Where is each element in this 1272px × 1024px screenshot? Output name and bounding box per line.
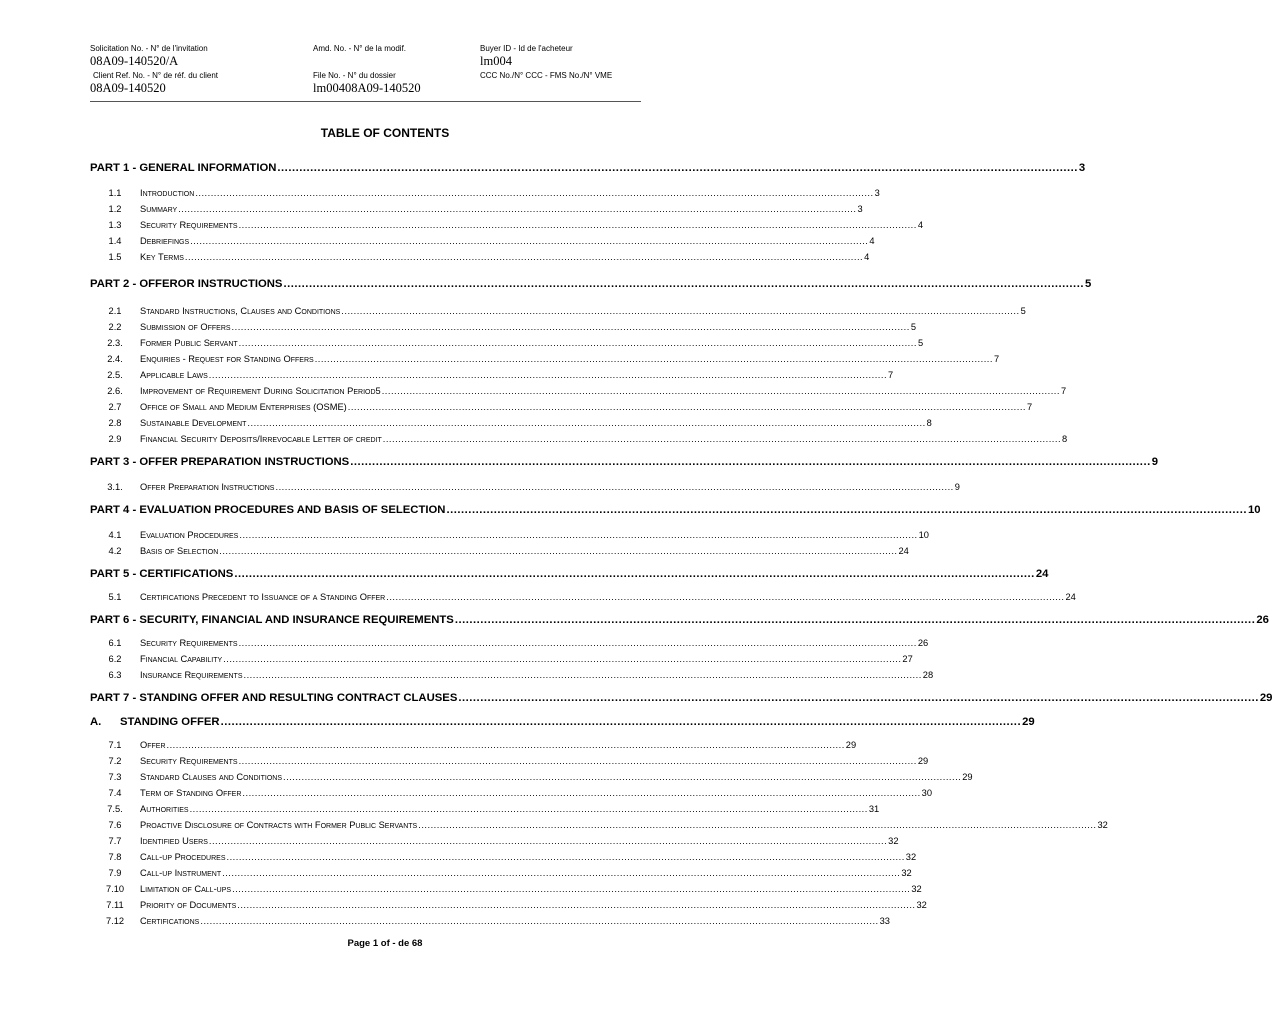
toc-item-entry[interactable]	[90, 306, 1026, 316]
toc-item-entry[interactable]	[90, 592, 1076, 602]
toc-entry-title: PART 1 - GENERAL INFORMATION	[90, 162, 277, 174]
toc-leader-dots: ............................................................................................................................................................................................................................	[231, 322, 910, 332]
toc-entry-title: Priority of Documents	[140, 900, 237, 910]
ccc-fms-number	[480, 81, 640, 95]
toc-leader-dots: ............................................................................................................................................................................................................................	[195, 188, 874, 198]
toc-entry-title: Insurance Requirements	[140, 670, 243, 680]
toc-entry-title: Basis of Selection	[140, 546, 219, 556]
toc-leader-dots: ............................................................................................................................................................................................................................	[237, 900, 916, 910]
toc-page-number: 32	[911, 884, 922, 894]
toc-leader-dots: ............................................................................................................................................................................................................................	[347, 402, 1027, 412]
toc-item-entry[interactable]	[90, 482, 960, 492]
solicitation-number: 08A09-140520/A	[90, 54, 179, 68]
toc-page-number: 10	[918, 530, 929, 540]
toc-leader-dots: ............................................................................................................................................................................................................................	[200, 916, 879, 926]
toc-entry-number: 6.1	[108, 638, 122, 648]
document-header	[90, 44, 640, 98]
toc-entry-number: 7.2	[108, 756, 122, 766]
toc-entry-title: Sustainable Development	[140, 418, 247, 428]
toc-entry-title: Financial Capability	[140, 654, 223, 664]
toc-entry-title: Offer	[140, 740, 166, 750]
toc-item-entry[interactable]	[90, 852, 917, 862]
toc-entry-number: 5.1	[108, 592, 122, 602]
toc-page-number: 9	[954, 482, 960, 492]
toc-entry-title: Certifications	[140, 916, 200, 926]
toc-leader-dots: ............................................................................................................................................................................................................................	[247, 418, 926, 428]
toc-entry-number: 2.7	[108, 402, 122, 412]
toc-entry-number: 1.5	[108, 252, 122, 262]
toc-part-entry[interactable]	[90, 278, 1092, 290]
toc-leader-dots: ............................................................................................................................................................................................................................	[238, 338, 917, 348]
toc-entry-title: Improvement of Requirement During Solicitation Period5	[140, 386, 381, 396]
toc-item-entry[interactable]	[90, 900, 927, 910]
toc-leader-dots: ............................................................................................................................................................................................................................	[458, 692, 1259, 704]
toc-page-number: 33	[879, 916, 890, 926]
toc-leader-dots: ............................................................................................................................................................................................................................	[166, 740, 845, 750]
toc-page-number: 7	[888, 370, 894, 380]
toc-entry-title: Call-up Instrument	[140, 868, 222, 878]
toc-part-entry[interactable]	[90, 162, 1086, 174]
toc-entry-number: 4.2	[108, 546, 122, 556]
toc-entry-title: Security Requirements	[140, 638, 238, 648]
toc-item-entry[interactable]	[90, 772, 973, 782]
toc-item-entry[interactable]	[90, 756, 929, 766]
toc-item-entry[interactable]	[90, 740, 857, 750]
toc-leader-dots: ............................................................................................................................................................................................................................	[283, 278, 1084, 290]
toc-page-number: 24	[1065, 592, 1076, 602]
toc-part-entry[interactable]	[90, 692, 1272, 704]
toc-leader-dots: ............................................................................................................................................................................................................................	[418, 820, 1097, 830]
toc-page-number: 29	[1259, 692, 1272, 704]
toc-entry-title: Former Public Servant	[140, 338, 238, 348]
amendment-label: Amd. No. - N° de la modif.	[313, 44, 407, 53]
toc-entry-number: A.	[90, 716, 102, 728]
page-footer: Page 1 of - de 68	[347, 938, 423, 949]
toc-page-number: 24	[898, 546, 909, 556]
toc-leader-dots: ............................................................................................................................................................................................................................	[226, 852, 905, 862]
toc-item-entry[interactable]	[90, 220, 923, 230]
toc-leader-dots: ............................................................................................................................................................................................................................	[454, 614, 1256, 626]
toc-page-number: 32	[905, 852, 917, 862]
toc-entry-title: Term of Standing Offer	[140, 788, 242, 798]
toc-page-number: 29	[962, 772, 973, 782]
toc-leader-dots: ............................................................................................................................................................................................................................	[446, 504, 1247, 516]
toc-item-entry[interactable]	[90, 670, 934, 680]
toc-item-entry[interactable]	[90, 204, 863, 214]
toc-page-number: 29	[917, 756, 929, 766]
toc-entry-title: Offer Preparation Instructions	[140, 482, 275, 492]
solicitation-label: Solicitation No. - N° de l'invitation	[90, 44, 208, 53]
toc-leader-dots: ............................................................................................................................................................................................................................	[222, 868, 901, 878]
toc-entry-title: Applicable Laws	[140, 370, 208, 380]
toc-entry-number: 6.3	[108, 670, 122, 680]
toc-item-entry[interactable]	[90, 188, 880, 198]
toc-entry-title: Standard Instructions, Clauses and Conditions	[140, 306, 341, 316]
toc-entry-number: 6.2	[108, 654, 122, 664]
toc-entry-number: 2.6.	[107, 386, 123, 396]
toc-item-entry[interactable]	[90, 820, 1108, 830]
toc-leader-dots: ............................................................................................................................................................................................................................	[242, 788, 921, 798]
toc-page-number: 4	[917, 220, 923, 230]
toc-page-number: 7	[1027, 402, 1033, 412]
toc-entry-number: 2.3.	[107, 338, 123, 348]
toc-leader-dots: ............................................................................................................................................................................................................................	[275, 482, 954, 492]
toc-item-entry[interactable]	[90, 322, 916, 332]
toc-entry-number: 2.5.	[107, 370, 123, 380]
toc-item-entry[interactable]	[90, 354, 1000, 364]
toc-entry-number: 7.5.	[107, 804, 123, 814]
toc-leader-dots: ............................................................................................................................................................................................................................	[178, 204, 857, 214]
toc-entry-title: Security Requirements	[140, 220, 238, 230]
toc-page-number: 26	[917, 638, 929, 648]
toc-item-entry[interactable]	[90, 638, 929, 648]
toc-entry-number: 7.7	[108, 836, 122, 846]
toc-leader-dots: ............................................................................................................................................................................................................................	[234, 568, 1035, 580]
toc-entry-title: Proactive Disclosure of Contracts with Former Public Servants	[140, 820, 418, 830]
toc-page-number: 32	[888, 836, 899, 846]
toc-item-entry[interactable]	[90, 236, 875, 246]
toc-title: TABLE OF CONTENTS	[320, 126, 450, 140]
toc-leader-dots: ............................................................................................................................................................................................................................	[220, 716, 1022, 728]
toc-leader-dots: ............................................................................................................................................................................................................................	[208, 370, 888, 380]
toc-entry-number: 7.10	[105, 884, 125, 894]
toc-entry-title: Office of Small and Medium Enterprises (OSME)	[140, 402, 347, 412]
toc-page-number: 5	[1020, 306, 1026, 316]
toc-page-number: 9	[1151, 456, 1159, 468]
toc-entry-number: 7.4	[108, 788, 122, 798]
toc-entry-title: PART 5 - CERTIFICATIONS	[90, 568, 234, 580]
toc-leader-dots: ............................................................................................................................................................................................................................	[232, 884, 911, 894]
toc-entry-number: 1.4	[108, 236, 122, 246]
toc-item-entry[interactable]	[90, 804, 880, 814]
toc-leader-dots: ............................................................................................................................................................................................................................	[238, 220, 917, 230]
toc-entry-title: Evaluation Procedures	[140, 530, 239, 540]
buyer-id-label: Buyer ID - Id de l'acheteur	[480, 44, 573, 53]
client-ref-number: 08A09-140520	[90, 81, 166, 95]
toc-page-number: 29	[845, 740, 857, 750]
toc-entry-number: 1.3	[108, 220, 122, 230]
toc-entry-title: Submission of Offers	[140, 322, 231, 332]
toc-entry-number: 1.1	[108, 188, 122, 198]
toc-entry-number: 2.4.	[107, 354, 123, 364]
toc-entry-number: 2.9	[108, 434, 122, 444]
toc-leader-dots: ............................................................................................................................................................................................................................	[219, 546, 898, 556]
toc-page-number: 32	[916, 900, 927, 910]
toc-item-entry[interactable]	[90, 418, 932, 428]
toc-item-entry[interactable]	[90, 252, 870, 262]
toc-leader-dots: ............................................................................................................................................................................................................................	[243, 670, 922, 680]
toc-entry-number: 2.2	[108, 322, 122, 332]
toc-leader-dots: ............................................................................................................................................................................................................................	[382, 434, 1062, 444]
toc-entry-title: PART 7 - STANDING OFFER AND RESULTING CONTRACT CLAUSES	[90, 692, 458, 704]
file-number: lm00408A09-140520	[313, 81, 421, 95]
toc-page-number: 24	[1035, 568, 1049, 580]
toc-entry-title: Standard Clauses and Conditions	[140, 772, 282, 782]
toc-page-number: 29	[1022, 716, 1035, 728]
toc-item-entry[interactable]	[90, 654, 913, 664]
toc-page-number: 27	[902, 654, 913, 664]
toc-page-number: 8	[1062, 434, 1068, 444]
toc-page-number: 26	[1256, 614, 1269, 626]
toc-entry-title: PART 3 - OFFER PREPARATION INSTRUCTIONS	[90, 456, 350, 468]
toc-entry-title: Enquiries - Request for Standing Offers	[140, 354, 314, 364]
toc-entry-number: 7.6	[108, 820, 122, 830]
toc-entry-title: Limitation of Call-ups	[140, 884, 232, 894]
toc-item-entry[interactable]	[90, 386, 1067, 396]
header-divider	[90, 101, 641, 102]
toc-leader-dots: ............................................................................................................................................................................................................................	[223, 654, 902, 664]
toc-entry-title: STANDING OFFER	[120, 716, 220, 728]
toc-page-number: 3	[857, 204, 863, 214]
toc-leader-dots: ............................................................................................................................................................................................................................	[238, 638, 917, 648]
toc-part-entry[interactable]	[90, 568, 1049, 580]
toc-leader-dots: ............................................................................................................................................................................................................................	[283, 772, 962, 782]
toc-leader-dots: ............................................................................................................................................................................................................................	[190, 236, 869, 246]
toc-section-entry[interactable]	[90, 716, 1035, 728]
toc-entry-title: Authorities	[140, 804, 189, 814]
toc-entry-number: 1.2	[108, 204, 122, 214]
toc-entry-title: Identified Users	[140, 836, 208, 846]
buyer-id: lm004	[480, 54, 512, 68]
amendment-number	[313, 54, 480, 68]
toc-entry-title: PART 2 - OFFEROR INSTRUCTIONS	[90, 278, 283, 290]
toc-entry-title: PART 6 - SECURITY, FINANCIAL AND INSURANCE REQUIREMENTS	[90, 614, 454, 626]
toc-leader-dots: ............................................................................................................................................................................................................................	[208, 836, 888, 846]
toc-entry-number: 7.3	[108, 772, 122, 782]
toc-entry-number: 3.1.	[107, 482, 123, 492]
toc-item-entry[interactable]	[90, 338, 924, 348]
toc-entry-number: 7.12	[105, 916, 125, 926]
toc-page-number: 30	[921, 788, 933, 798]
toc-leader-dots: ............................................................................................................................................................................................................................	[277, 162, 1078, 174]
toc-page-number: 32	[1097, 820, 1108, 830]
toc-leader-dots: ............................................................................................................................................................................................................................	[350, 456, 1151, 468]
toc-entry-number: 2.1	[108, 306, 122, 316]
toc-leader-dots: ............................................................................................................................................................................................................................	[381, 386, 1060, 396]
ccc-fms-label: CCC No./N° CCC - FMS No./N° VME	[480, 71, 613, 80]
toc-leader-dots: ............................................................................................................................................................................................................................	[386, 592, 1065, 602]
toc-entry-title: Certifications Precedent to Issuance of a Standing Offer	[140, 592, 386, 602]
toc-item-entry[interactable]	[90, 916, 890, 926]
toc-part-entry[interactable]	[90, 504, 1261, 516]
toc-page-number: 3	[874, 188, 880, 198]
toc-entry-number: 7.8	[108, 852, 122, 862]
toc-item-entry[interactable]	[90, 434, 1068, 444]
toc-page-number: 10	[1247, 504, 1261, 516]
toc-entry-title: Introduction	[140, 188, 195, 198]
toc-item-entry[interactable]	[90, 546, 909, 556]
toc-part-entry[interactable]	[90, 614, 1269, 626]
toc-part-entry[interactable]	[90, 456, 1159, 468]
toc-item-entry[interactable]	[90, 868, 912, 878]
client-ref-label: Client Ref. No. - N° de réf. du client	[93, 71, 219, 80]
toc-leader-dots: ............................................................................................................................................................................................................................	[239, 530, 918, 540]
toc-item-entry[interactable]	[90, 402, 1033, 412]
toc-page-number: 4	[864, 252, 870, 262]
toc-entry-title: Call-up Procedures	[140, 852, 226, 862]
toc-item-entry[interactable]	[90, 788, 933, 798]
toc-entry-title: Financial Security Deposits/Irrevocable Letter of credit	[140, 434, 382, 444]
toc-leader-dots: ............................................................................................................................................................................................................................	[189, 804, 868, 814]
toc-page-number: 5	[910, 322, 916, 332]
toc-page-number: 7	[1060, 386, 1067, 396]
toc-entry-title: Key Terms	[140, 252, 184, 262]
toc-item-entry[interactable]	[90, 370, 894, 380]
toc-page-number: 31	[868, 804, 880, 814]
toc-page-number: 32	[901, 868, 912, 878]
toc-item-entry[interactable]	[90, 530, 929, 540]
toc-entry-title: Debriefings	[140, 236, 190, 246]
toc-page-number: 7	[993, 354, 1000, 364]
toc-entry-title: Summary	[140, 204, 178, 214]
toc-page-number: 4	[869, 236, 875, 246]
toc-page-number: 5	[1084, 278, 1092, 290]
toc-page-number: 8	[926, 418, 932, 428]
toc-leader-dots: ............................................................................................................................................................................................................................	[314, 354, 993, 364]
file-number-label: File No. - N° du dossier	[313, 71, 396, 80]
toc-entry-number: 4.1	[108, 530, 122, 540]
toc-leader-dots: ............................................................................................................................................................................................................................	[238, 756, 917, 766]
toc-leader-dots: ............................................................................................................................................................................................................................	[341, 306, 1020, 316]
toc-entry-title: PART 4 - EVALUATION PROCEDURES AND BASIS OF SELECTION	[90, 504, 446, 516]
toc-entry-number: 7.11	[106, 900, 124, 910]
toc-entry-title: Security Requirements	[140, 756, 238, 766]
toc-leader-dots: ............................................................................................................................................................................................................................	[184, 252, 864, 262]
toc-item-entry[interactable]	[90, 836, 899, 846]
toc-entry-number: 7.1	[108, 740, 122, 750]
toc-page-number: 5	[917, 338, 924, 348]
toc-page-number: 28	[922, 670, 934, 680]
toc-item-entry[interactable]	[90, 884, 922, 894]
toc-entry-number: 2.8	[108, 418, 122, 428]
toc-entry-number: 7.9	[108, 868, 122, 878]
toc-page-number: 3	[1078, 162, 1086, 174]
